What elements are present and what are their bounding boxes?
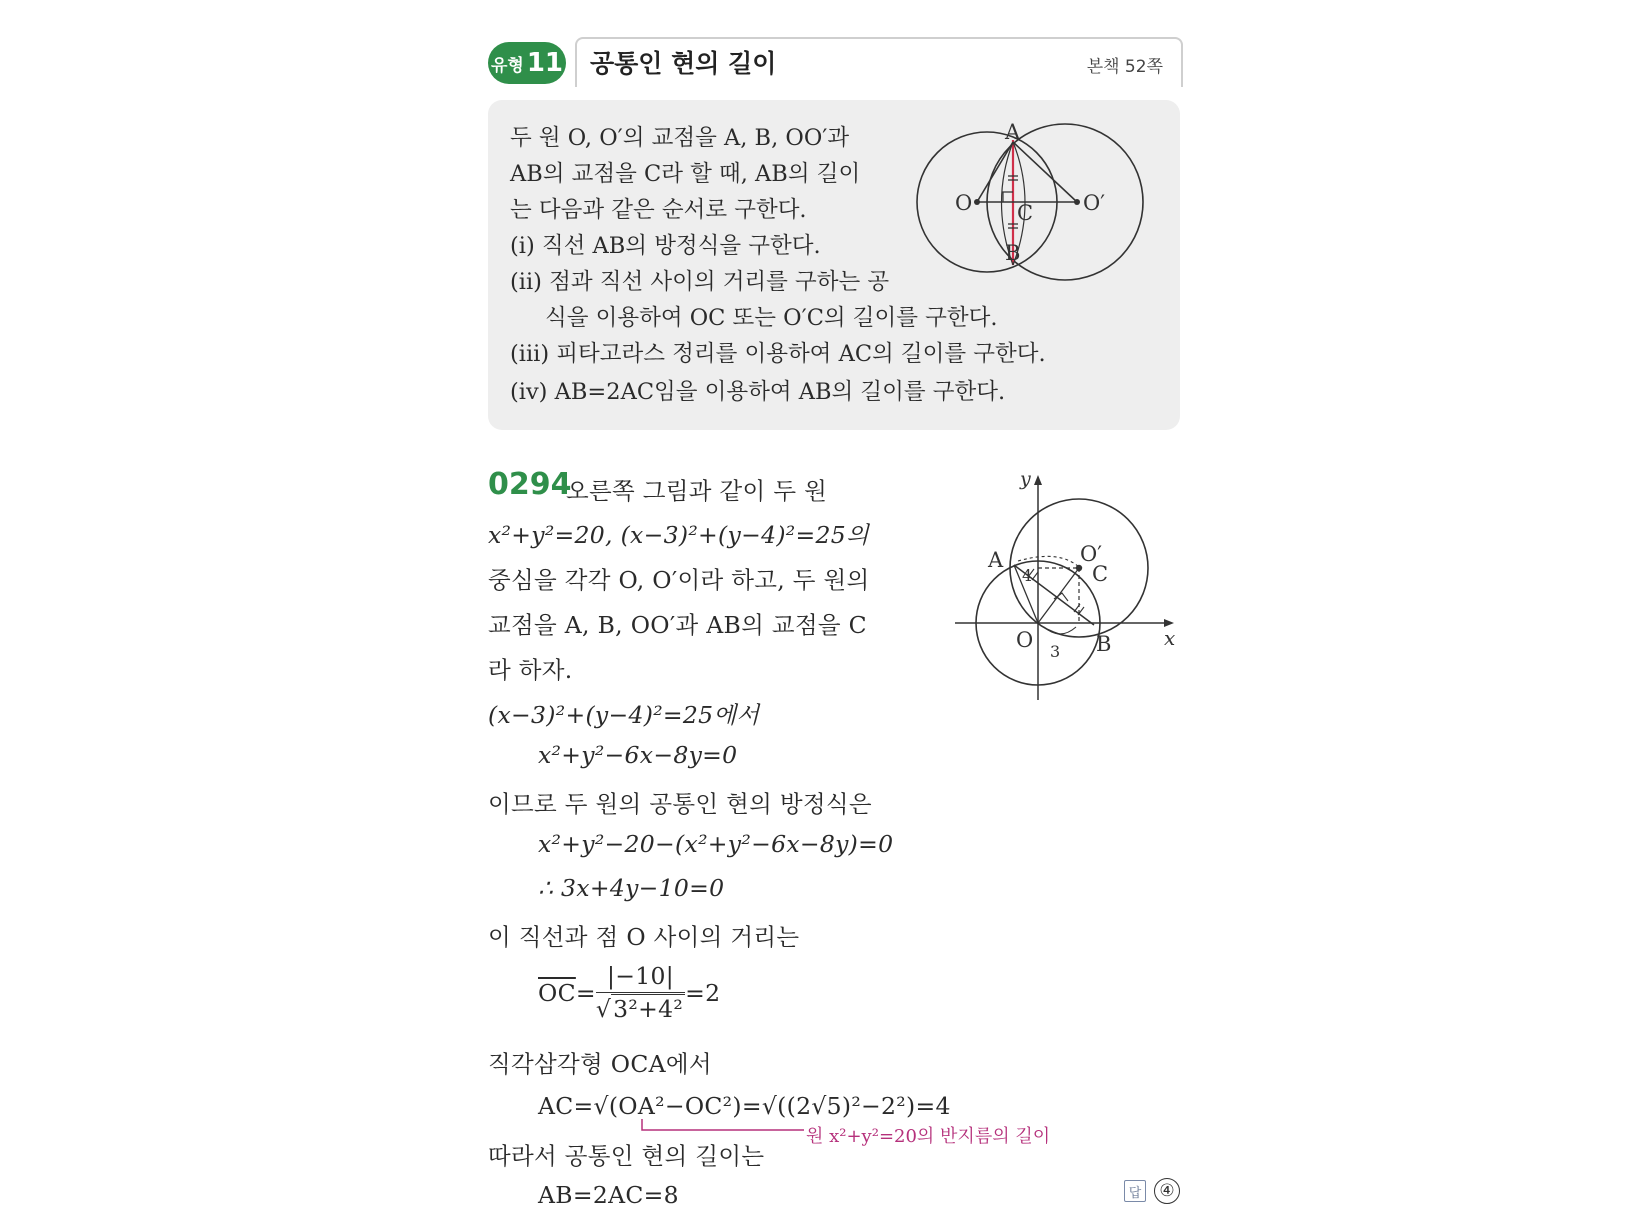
label-a: A xyxy=(988,548,1004,572)
badge-number: 11 xyxy=(526,48,564,78)
oc-denominator: 3²+4² xyxy=(613,995,684,1023)
point-o xyxy=(974,199,980,205)
right-angle-mark xyxy=(1003,192,1013,202)
oc-rhs: =2 xyxy=(685,978,721,1007)
summary-step-1: (i) 직선 AB의 방정식을 구한다. xyxy=(510,233,821,259)
problem-line-5: 라 하자. xyxy=(488,656,573,684)
summary-line-1: 두 원 O, O′의 교점을 A, B, OO′과 xyxy=(510,125,850,151)
solution-step-h: 따라서 공통인 현의 길이는 xyxy=(488,1142,765,1170)
label-a: A xyxy=(1005,120,1021,144)
brace-3 xyxy=(1044,627,1076,634)
label-o-prime: O′ xyxy=(1080,542,1102,566)
section-title: 공통인 현의 길이 xyxy=(590,49,777,78)
y-axis-arrow xyxy=(1034,475,1042,485)
radius-annotation: 원 x²+y²=20의 반지름의 길이 xyxy=(806,1126,1051,1147)
label-o-prime: O′ xyxy=(1083,191,1105,215)
oc-fraction xyxy=(596,962,685,1023)
oc-lhs: $\overline{OC}$ xyxy=(538,978,576,1007)
problem-number: 0294 xyxy=(488,467,572,502)
label-b: B xyxy=(1096,632,1112,656)
problem-line-3: 중심을 각각 O, O′이라 하고, 두 원의 xyxy=(488,566,870,594)
answer xyxy=(1124,1178,1180,1204)
label-b: B xyxy=(1005,241,1021,265)
oc-denominator-wrap: √3²+4² xyxy=(595,995,684,1023)
problem-line-4: 교점을 A, B, OO′과 AB의 교점을 C xyxy=(488,611,867,639)
summary-step-4: (iv) AB=2AC임을 이용하여 AB의 길이를 구한다. xyxy=(510,379,1006,405)
answer-label: 답 xyxy=(1124,1180,1146,1202)
solution-step-c: 이므로 두 원의 공통인 현의 방정식은 xyxy=(488,790,872,818)
point-o-prime xyxy=(1074,199,1080,205)
label-x: x xyxy=(1164,626,1176,650)
label-o: O xyxy=(1016,628,1034,652)
summary-line-2: AB의 교점을 C라 할 때, AB의 길이 xyxy=(510,161,861,187)
badge-prefix: 유형 xyxy=(490,55,524,76)
intersecting-circles-diagram xyxy=(915,120,1160,290)
solution-step-e: ∴ 3x+4y−10=0 xyxy=(538,874,725,902)
label-y: y xyxy=(1020,468,1031,490)
summary-step-2a: (ii) 점과 직선 사이의 거리를 구하는 공 xyxy=(510,269,890,295)
segment-o-a xyxy=(977,142,1013,202)
solution-step-b: x²+y²−6x−8y=0 xyxy=(538,741,738,769)
ac-equation: AC=√(OA²−OC²)=√((2√5)²−2²)=4 xyxy=(538,1092,951,1120)
problem-intro: 오른쪽 그림과 같이 두 원 xyxy=(566,477,828,505)
tick-mark xyxy=(1032,572,1038,580)
coordinate-graph xyxy=(950,465,1180,705)
label-three: 3 xyxy=(1050,642,1061,661)
summary-step-2b: 식을 이용하여 OC 또는 O′C의 길이를 구한다. xyxy=(545,305,998,331)
oc-distance-formula xyxy=(538,962,720,1023)
segment-o-prime-a xyxy=(1013,142,1077,202)
label-o: O xyxy=(955,191,973,215)
equals-sign: = xyxy=(575,978,596,1007)
type-badge xyxy=(488,42,566,84)
final-result: AB=2AC=8 xyxy=(538,1181,679,1209)
annotation-bracket xyxy=(640,1117,810,1137)
summary-step-3: (iii) 피타고라스 정리를 이용하여 AC의 길이를 구한다. xyxy=(510,341,1046,367)
page-reference: 본책 52쪽 xyxy=(1086,57,1163,77)
label-four: 4 xyxy=(1022,566,1033,585)
solution-step-g: 직각삼각형 OCA에서 xyxy=(488,1050,712,1078)
bracket-line xyxy=(642,1119,804,1130)
problem-equations: x²+y²=20, (x−3)²+(y−4)²=25의 xyxy=(488,521,870,549)
label-c: C xyxy=(1017,201,1034,225)
solution-step-d: x²+y²−20−(x²+y²−6x−8y)=0 xyxy=(538,830,894,858)
summary-line-3: 는 다음과 같은 순서로 구한다. xyxy=(510,197,807,223)
solution-step-f: 이 직선과 점 O 사이의 거리는 xyxy=(488,923,800,951)
oc-numerator: |−10| xyxy=(596,962,685,993)
solution-step-a: (x−3)²+(y−4)²=25에서 xyxy=(488,701,760,729)
answer-choice: ④ xyxy=(1154,1178,1180,1204)
label-c: C xyxy=(1092,562,1109,586)
